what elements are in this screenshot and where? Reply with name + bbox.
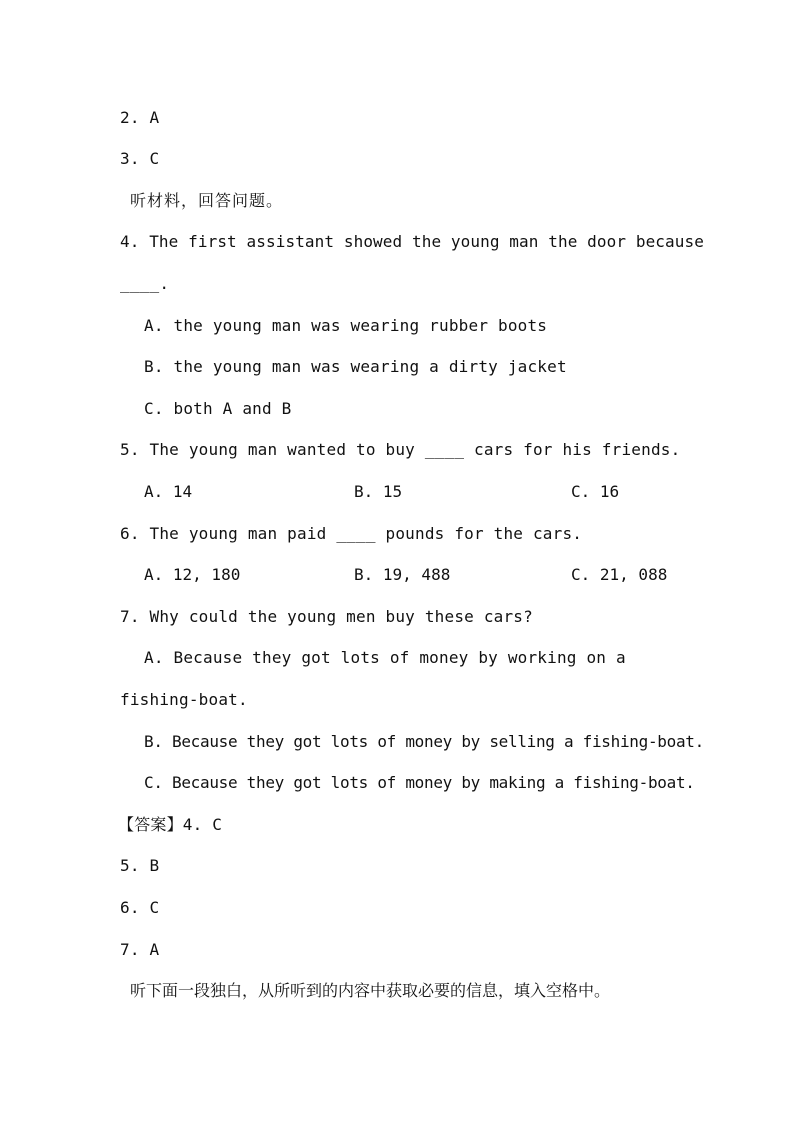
question-4-stem-continued: ____. [120, 274, 170, 293]
answer-line: 5. B [120, 856, 160, 875]
question-7-option-a: A. Because they got lots of money by working on a [144, 648, 626, 667]
question-6-option-b: B. 19, 488 [354, 565, 451, 584]
question-6-stem: 6. The young man paid ____ pounds for the cars. [120, 524, 583, 543]
question-4-stem: 4. The first assistant showed the young man the door because [120, 232, 704, 251]
question-6-option-c: C. 21, 088 [571, 565, 668, 584]
question-7-option-b: B. Because they got lots of money by selling a fishing-boat. [144, 732, 704, 751]
answer-line: 2. A [120, 108, 160, 127]
question-5-stem: 5. The young man wanted to buy ____ cars for his friends. [120, 440, 681, 459]
answer-line: 6. C [120, 898, 160, 917]
question-6-option-a: A. 12, 180 [144, 565, 241, 584]
answer-key-heading: 【答案】4. C [118, 815, 223, 834]
question-5-option-b: B. 15 [354, 482, 403, 501]
answer-line: 7. A [120, 940, 160, 959]
question-7-option-a-continued: fishing-boat. [120, 690, 248, 709]
section-instruction: 听下面一段独白，从所听到的内容中获取必要的信息，填入空格中。 [130, 981, 611, 1000]
question-7-stem: 7. Why could the young men buy these cars? [120, 607, 533, 626]
question-7-option-c: C. Because they got lots of money by making a fishing-boat. [144, 773, 695, 792]
section-instruction: 听材料，回答问题。 [130, 191, 284, 210]
question-4-option-a: A. the young man was wearing rubber boots [144, 316, 548, 335]
question-4-option-b: B. the young man was wearing a dirty jacket [144, 357, 567, 376]
question-5-option-c: C. 16 [571, 482, 620, 501]
question-4-option-c: C. both A and B [144, 399, 292, 418]
question-5-option-a: A. 14 [144, 482, 193, 501]
answer-line: 3. C [120, 149, 160, 168]
